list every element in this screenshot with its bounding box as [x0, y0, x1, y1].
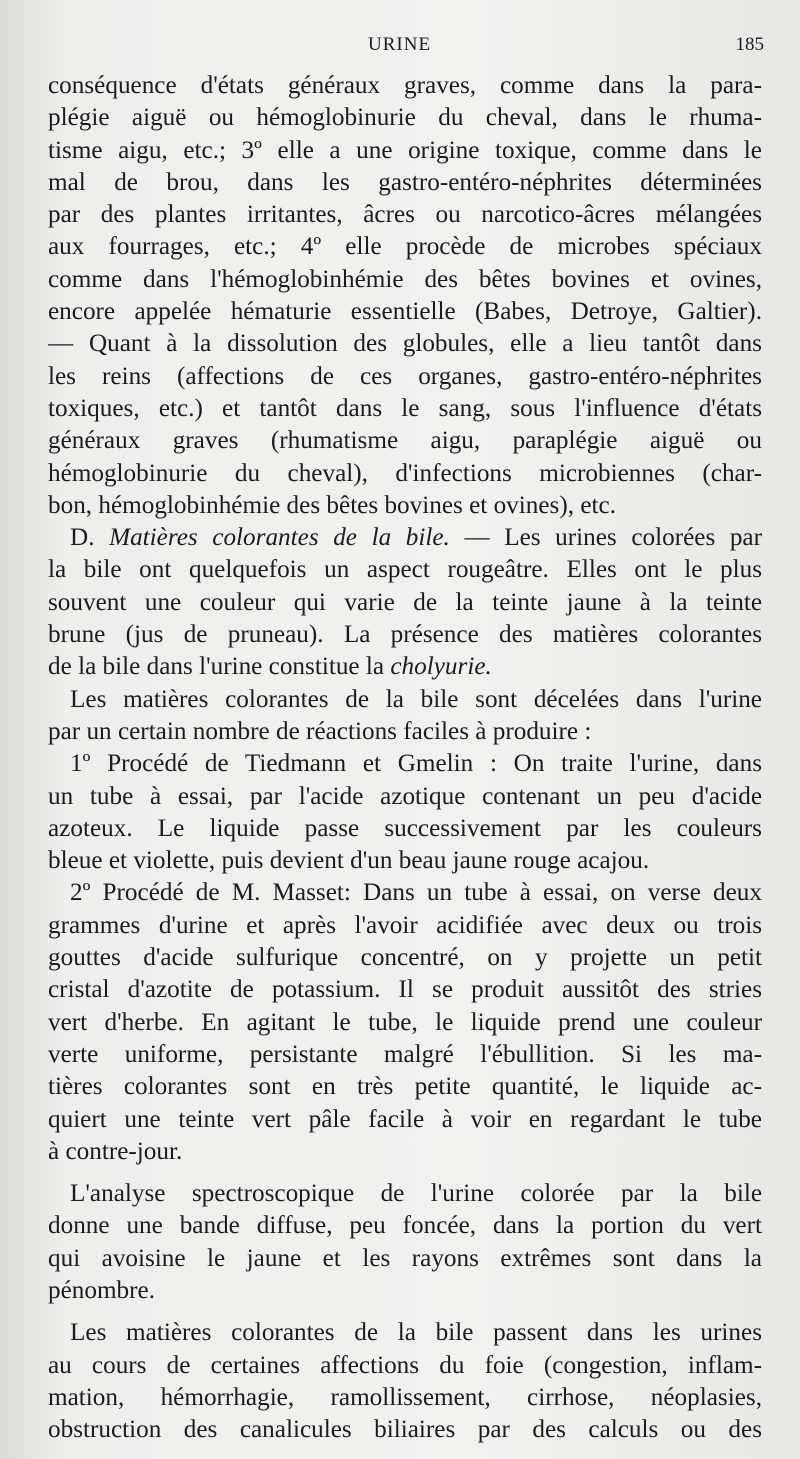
- text-line: quiert une teinte vert pâle facile à voir en regardant le tube: [48, 1105, 762, 1133]
- text-line: verte uniforme, persistante malgré l'ébullition. Si les ma-: [48, 1040, 762, 1068]
- text-line: comme dans l'hémoglobinhémie des bêtes bovines et ovines,: [48, 265, 762, 293]
- text-line: obstruction des canalicules biliaires par des calculs ou des: [48, 1416, 762, 1444]
- paragraph-gap: [48, 1307, 762, 1317]
- text-fragment: de la bile dans l'urine constitue la: [48, 653, 391, 681]
- text-line: azoteux. Le liquide passe successivement par les couleurs: [48, 814, 762, 842]
- text-line: au cours de certaines affections du foie (congestion, inflam-: [48, 1351, 762, 1379]
- text-line: hémoglobinurie du cheval), d'infections microbiennes (char-: [48, 459, 762, 487]
- text-line: [48, 651, 762, 683]
- text-line: encore appelée hématurie essentielle (Babes, Detroye, Galtier).: [48, 298, 762, 326]
- text-line: bleue et violette, puis devient d'un beau jaune rouge acajou.: [48, 847, 650, 875]
- text-line: conséquence d'états généraux graves, comme dans la para-: [48, 72, 762, 99]
- text-line: cristal d'azotite de potassium. Il se produit aussitôt des stries: [48, 976, 762, 1004]
- section-heading-line: [48, 522, 762, 554]
- text-line: vert d'herbe. En agitant le tube, le liquide prend une couleur: [48, 1008, 762, 1036]
- paragraph-spectroscopy: [48, 1178, 762, 1307]
- text-line: souvent une couleur qui varie de la teinte jaune à la teinte: [48, 588, 762, 616]
- text-line: grammes d'urine et après l'avoir acidifiée avec deux ou trois: [48, 911, 762, 939]
- text-line: les reins (affections de ces organes, gastro-entéro-néphrites: [48, 362, 762, 390]
- page-body: [48, 70, 762, 1446]
- section-heading: Matières colorantes de la bile.: [109, 524, 450, 552]
- text-line: à contre-jour.: [48, 1137, 183, 1165]
- text-line: gouttes d'acide sulfurique concentré, on y projette un petit: [48, 944, 762, 972]
- text-line: 1º Procédé de Tiedmann et Gmelin : On traite l'urine, dans: [70, 750, 762, 778]
- text-line: plégie aiguë ou hémoglobinurie du cheval, dans le rhuma-: [48, 104, 762, 132]
- term-cholyurie: cholyurie.: [390, 653, 492, 681]
- text-line: par des plantes irritantes, âcres ou narcotico-âcres mélangées: [48, 201, 762, 229]
- section-heading-rest: — Les urines colorées par: [449, 524, 762, 552]
- page-number: 185: [735, 34, 764, 55]
- running-title: URINE: [368, 34, 432, 55]
- paragraph-masset: [48, 877, 762, 1168]
- section-letter: D.: [70, 524, 110, 552]
- text-line: par un certain nombre de réactions faciles à produire :: [48, 717, 592, 745]
- text-line: un tube à essai, par l'acide azotique contenant un peu d'acide: [48, 782, 762, 810]
- page-header: [0, 30, 800, 60]
- paragraph-detection-intro: [48, 684, 762, 749]
- text-line: la bile ont quelquefois un aspect rougeâtre. Elles ont le plus: [48, 556, 762, 584]
- text-line: mation, hémorrhagie, ramollissement, cirrhose, néoplasies,: [48, 1383, 762, 1411]
- text-line: — Quant à la dissolution des globules, elle a lieu tantôt dans: [48, 330, 762, 358]
- text-line: brune (jus de pruneau). La présence des matières colorantes: [48, 621, 762, 649]
- text-line: toxiques, etc.) et tantôt dans le sang, sous l'influence d'états: [48, 394, 762, 422]
- text-line: qui avoisine le jaune et les rayons extrêmes sont dans la: [48, 1244, 762, 1272]
- paragraph-liver-affections: [48, 1317, 762, 1446]
- text-line: pénombre.: [48, 1276, 156, 1304]
- text-line: tières colorantes sont en très petite quantité, le liquide ac-: [48, 1073, 762, 1101]
- text-line: 2º Procédé de M. Masset: Dans un tube à essai, on verse deux: [70, 879, 762, 907]
- paragraph-tiedmann-gmelin: [48, 748, 762, 877]
- text-line: L'analyse spectroscopique de l'urine colorée par la bile: [70, 1180, 762, 1208]
- text-line: aux fourrages, etc.; 4º elle procède de microbes spéciaux: [48, 233, 762, 261]
- paragraph-bile-pigments: [48, 522, 762, 683]
- text-line: Les matières colorantes de la bile sont décelées dans l'urine: [70, 685, 762, 713]
- text-line: Les matières colorantes de la bile passent dans les urines: [70, 1319, 762, 1347]
- text-line: tisme aigu, etc.; 3º elle a une origine toxique, comme dans le: [48, 136, 762, 164]
- paragraph-gap: [48, 1168, 762, 1178]
- text-line: bon, hémoglobinhémie des bêtes bovines et ovines), etc.: [48, 491, 616, 519]
- text-line: généraux graves (rhumatisme aigu, paraplégie aiguë ou: [48, 427, 762, 455]
- paragraph-hemoglobinuria-causes: [48, 70, 762, 522]
- text-line: mal de brou, dans les gastro-entéro-néphrites déterminées: [48, 168, 762, 196]
- text-line: donne une bande diffuse, peu foncée, dans la portion du vert: [48, 1212, 762, 1240]
